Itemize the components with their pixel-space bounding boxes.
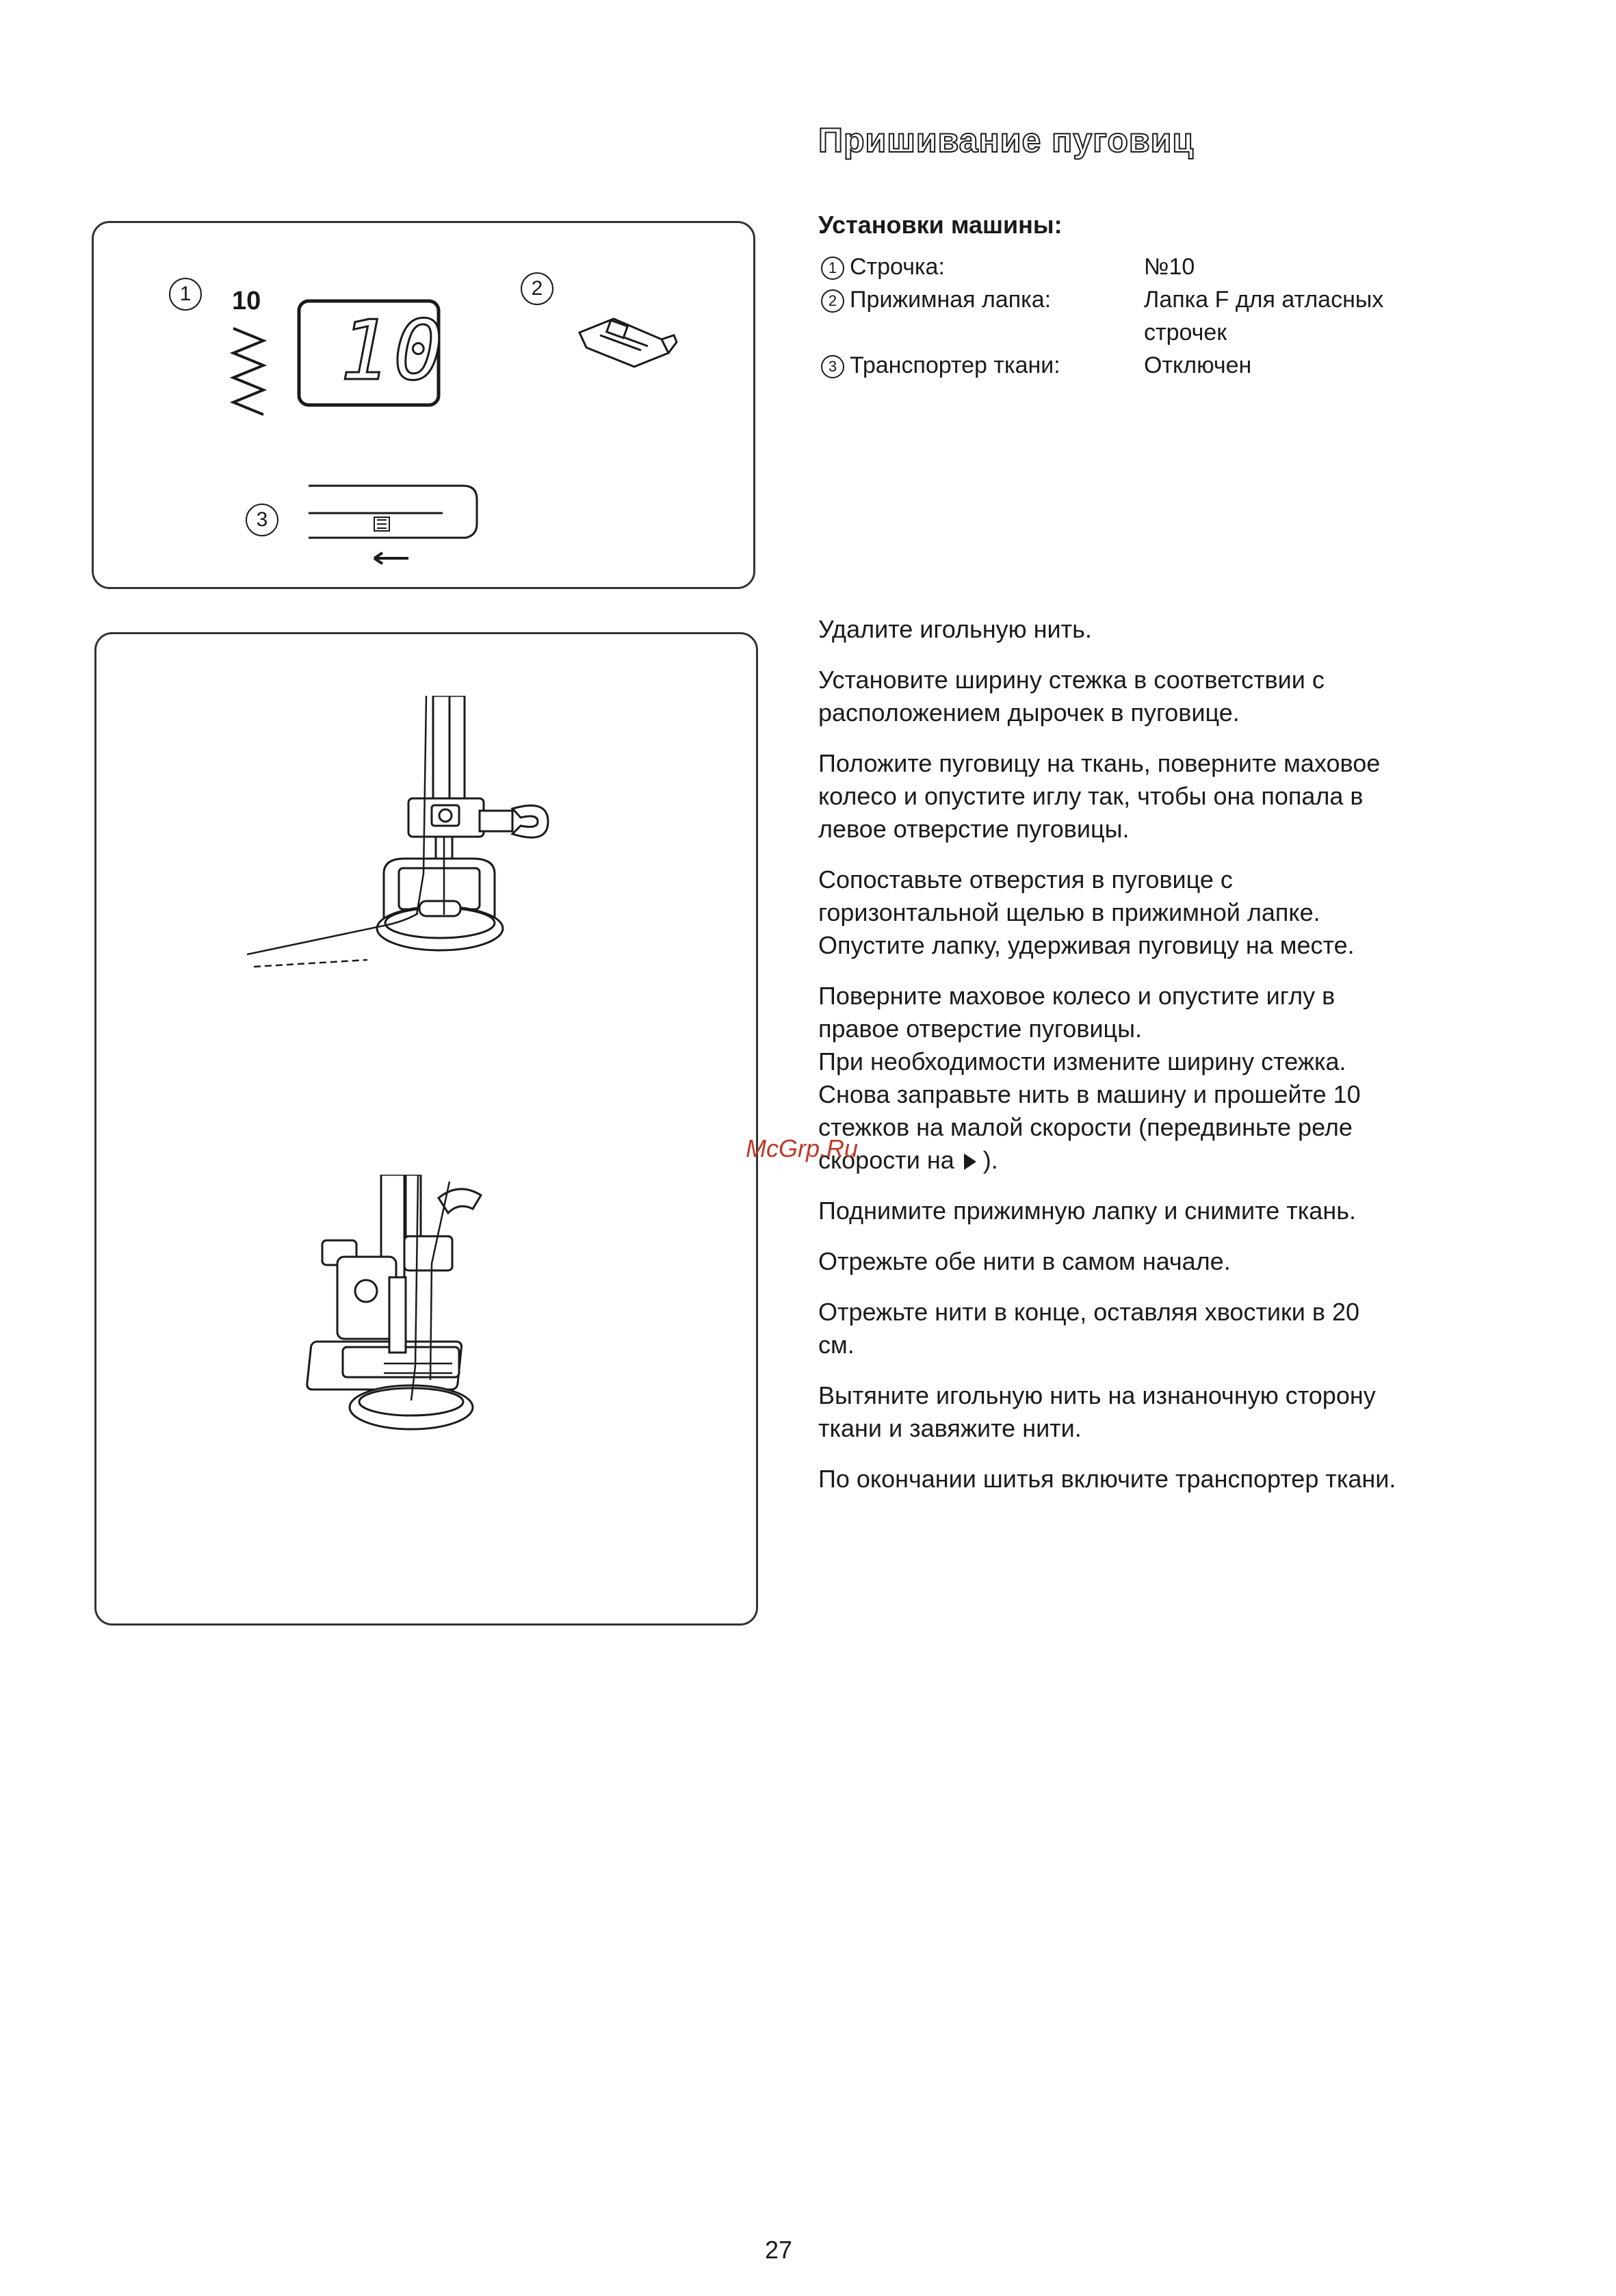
instruction-paragraph: Отрежьте нити в конце, оставляя хвостики в 20 см. <box>818 1298 1360 1359</box>
instruction-paragraph: Поднимите прижимную лапку и снимите ткань. <box>818 1197 1356 1225</box>
figure-label-1: 1 <box>169 278 202 311</box>
figure-label-2: 2 <box>521 272 553 305</box>
presser-foot-icon <box>566 305 682 374</box>
instruction-paragraph: По окончании шитья включите транспортер ткани. <box>818 1465 1396 1493</box>
instruction-paragraph: Вытяните игольную нить на изнаночную сторону ткани и завяжите нити. <box>818 1381 1376 1442</box>
feed-dog-lever-icon <box>306 483 484 579</box>
settings-value: Отключен <box>1144 352 1252 378</box>
circled-number: 3 <box>821 355 844 378</box>
button-sewing-illustration-2 <box>302 1175 630 1462</box>
speed-triangle-icon <box>964 1153 976 1170</box>
display-value: 10 <box>340 304 447 399</box>
instructions-text <box>818 613 1502 1513</box>
instruction-paragraph: Удалите игольную нить. <box>818 615 1092 643</box>
zigzag-stitch-icon <box>228 326 269 416</box>
settings-label: Прижимная лапка: <box>850 287 1052 313</box>
instruction-paragraph: Отрежьте обе нити в самом начале. <box>818 1247 1231 1275</box>
page-title: Пришивание пуговиц <box>818 121 1195 159</box>
settings-figure-panel <box>92 221 755 589</box>
circled-number: 2 <box>821 289 844 313</box>
figure-label-3: 3 <box>246 504 278 536</box>
settings-label: Транспортер ткани: <box>850 352 1060 378</box>
illustration-panel <box>94 632 758 1626</box>
instruction-paragraph: Сопоставьте отверстия в пуговице с горизонтальной щелью в прижимной лапке. Опустите лапку, удерживая пуговицу на месте. <box>818 865 1355 959</box>
watermark: McGrp.Ru <box>746 1134 859 1162</box>
settings-label: Строчка: <box>850 254 945 280</box>
instruction-paragraph: Положите пуговицу на ткань, поверните маховое колесо и опустите иглу так, чтобы она попала в левое отверстие пуговицы. <box>818 749 1381 843</box>
page-number: 27 <box>765 2236 793 2264</box>
instruction-paragraph: Поверните маховое колесо и опустите иглу в правое отверстие пуговицы. При необходимости измените ширину стежка. Снова заправьте нить в машину и прошейте 10 стежков на малой скорости (передвиньте реле скорости на ). <box>818 982 1361 1174</box>
settings-value: №10 <box>1144 254 1195 280</box>
pattern-number: 10 <box>232 287 261 315</box>
instruction-paragraph: Установите ширину стежка в соответствии с расположением дырочек в пуговице. <box>818 666 1325 727</box>
circled-number: 1 <box>821 257 844 280</box>
settings-value: Лапка F для атласных <box>1144 287 1384 313</box>
settings-heading: Установки машины: <box>818 211 1063 239</box>
settings-value: строчек <box>1144 319 1227 345</box>
button-sewing-illustration-1 <box>247 696 685 1010</box>
